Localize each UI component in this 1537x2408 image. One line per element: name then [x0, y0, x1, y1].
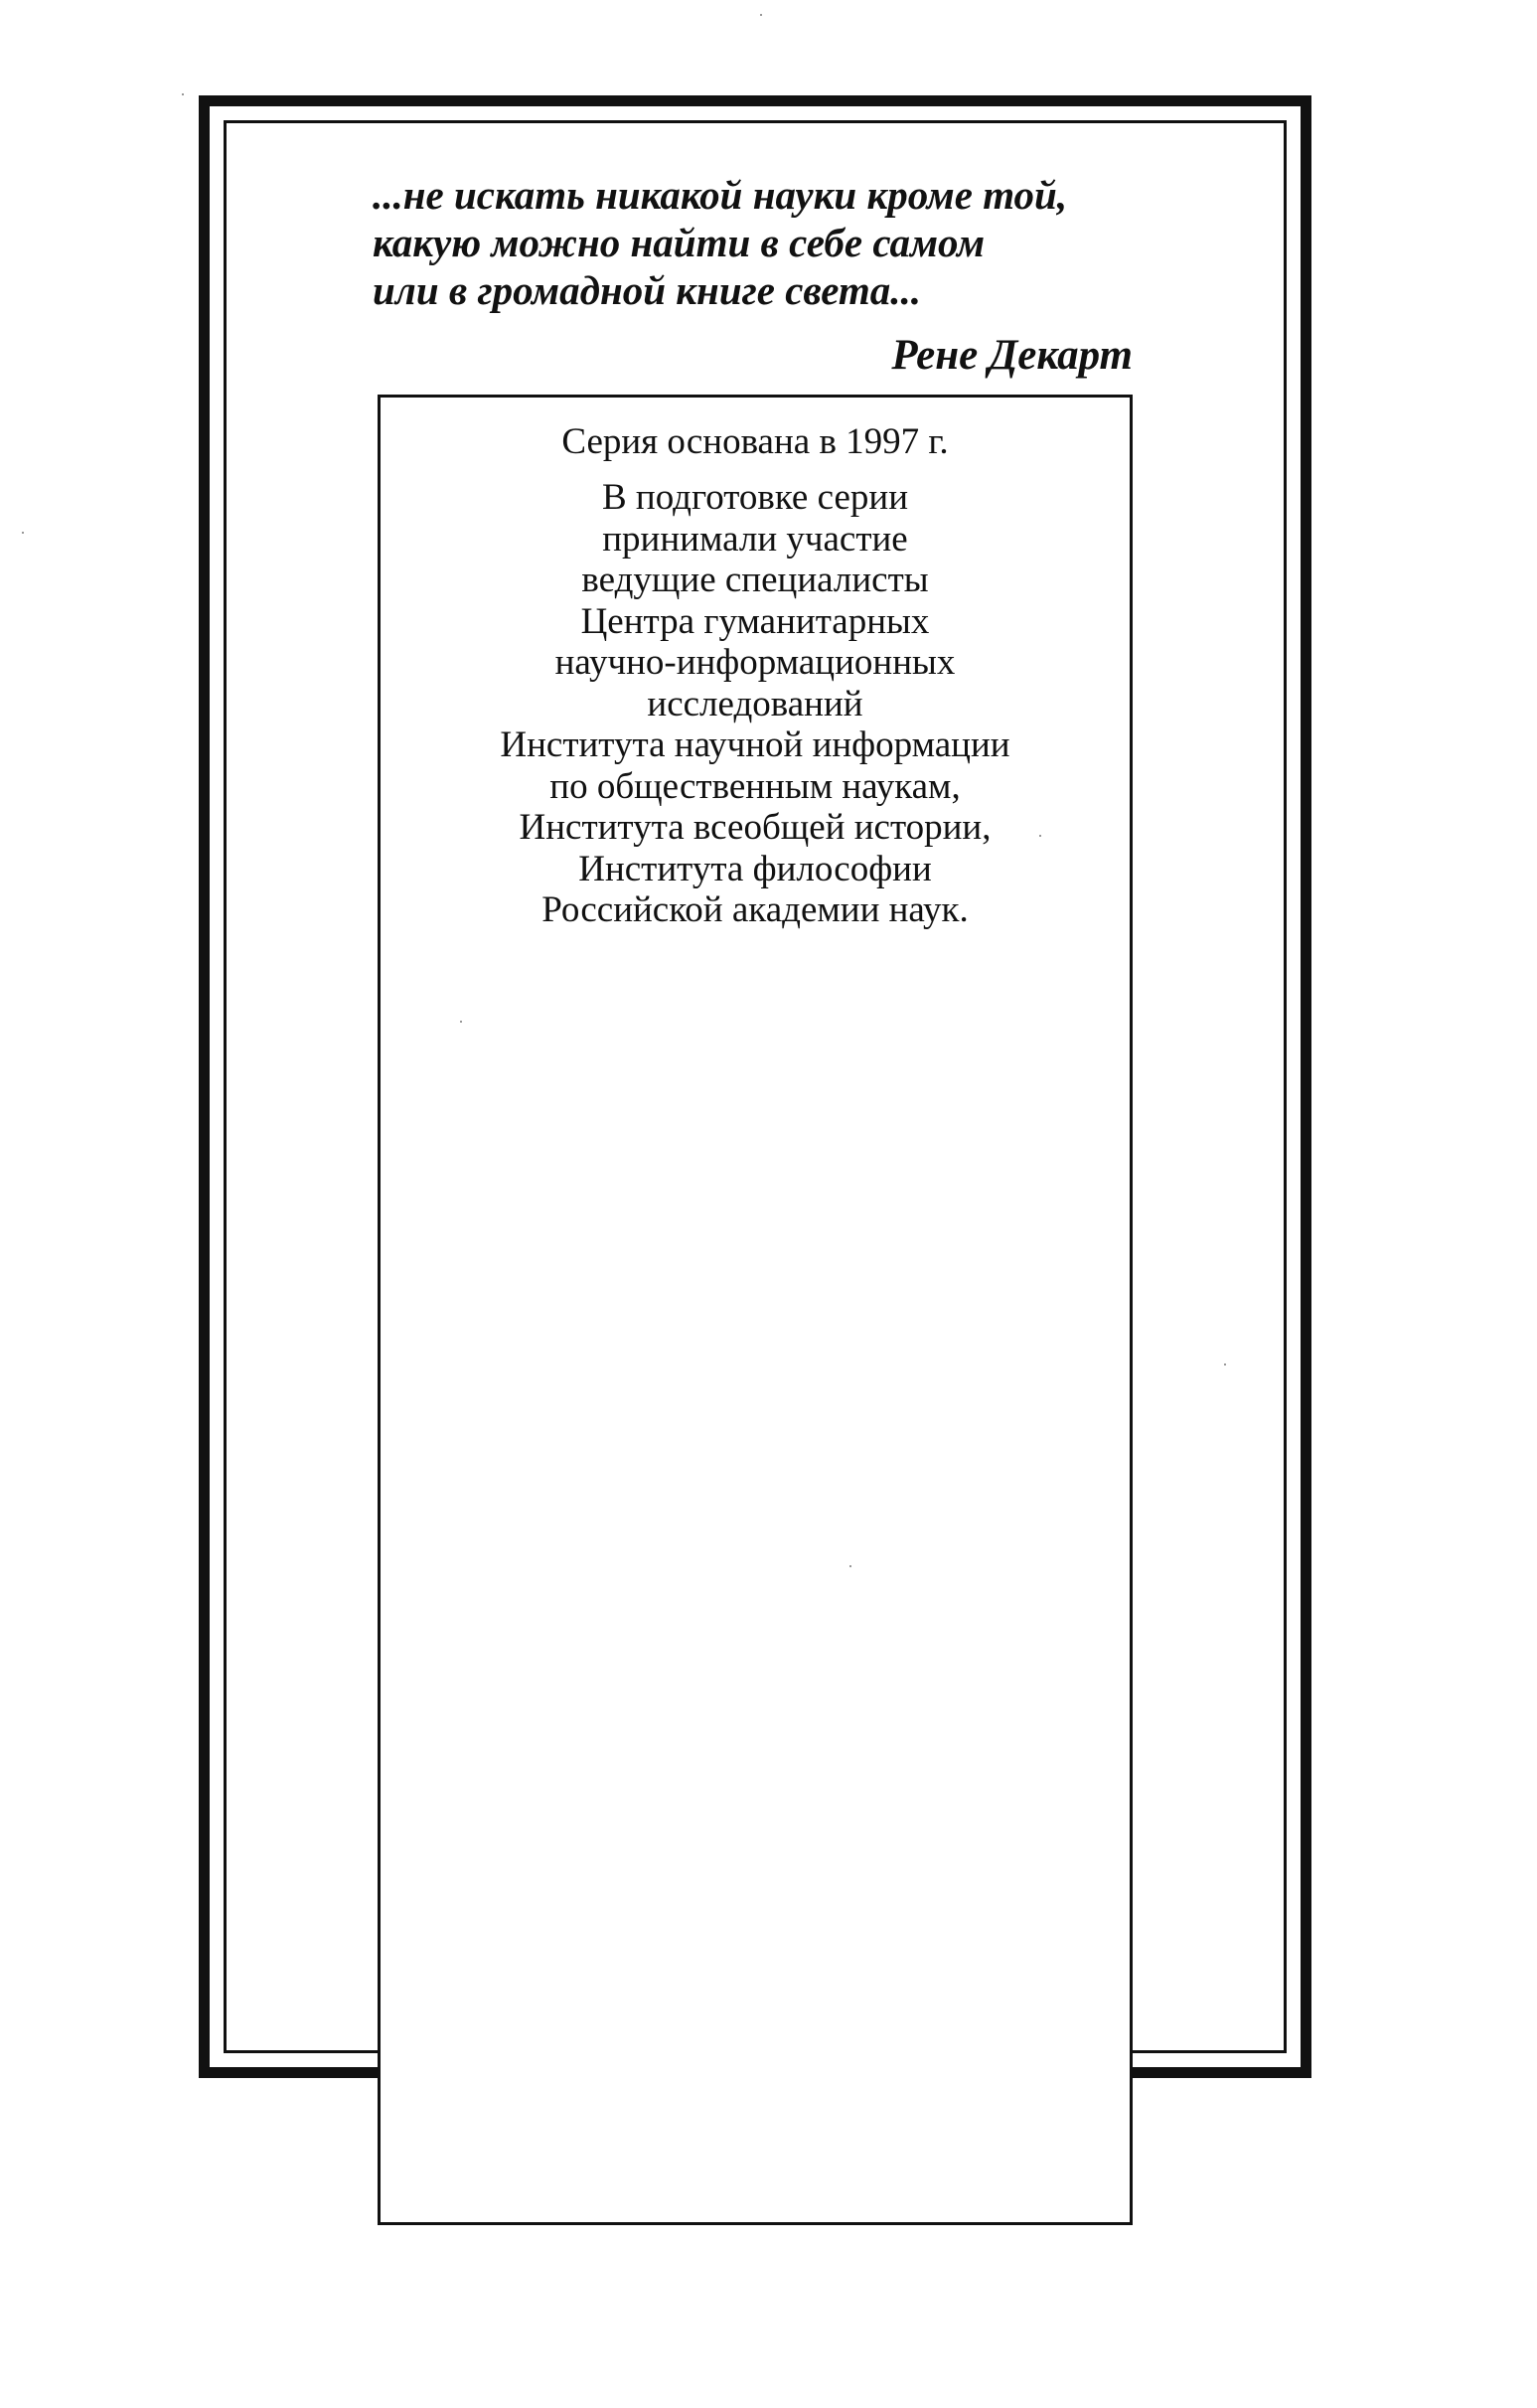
epigraph-author: Рене Декарт [891, 332, 1133, 379]
credit-line: принимали участие [602, 518, 908, 560]
credit-line: Российской академии наук. [541, 889, 969, 930]
scan-speck [1224, 1364, 1226, 1365]
scan-speck [460, 1021, 462, 1023]
series-founded-text: Серия основана в 1997 г. [561, 421, 949, 462]
series-info-panel [378, 395, 1133, 2225]
credit-line: научно-информационных [554, 642, 956, 683]
epigraph-line: ...не искать никакой науки кроме той, [373, 172, 1068, 218]
credit-line: Института всеобщей истории, [519, 807, 992, 848]
credit-line: Института научной информации [500, 724, 1010, 765]
credit-line: исследований [647, 683, 863, 724]
epigraph-line: или в громадной книге света... [373, 267, 922, 313]
scan-speck [1039, 835, 1041, 837]
credit-line: В подготовке серии [601, 477, 909, 518]
epigraph-quote [373, 171, 1138, 314]
scan-speck [760, 14, 762, 16]
scan-speck [22, 532, 24, 534]
credit-line: Института философии [578, 848, 932, 889]
epigraph-line: какую можно найти в себе самом [373, 220, 986, 265]
series-credits [381, 477, 1130, 931]
scan-speck [182, 93, 184, 95]
credit-line: по общественным наукам, [549, 765, 961, 807]
credit-line: ведущие специалисты [581, 560, 929, 600]
scan-speck [849, 1565, 851, 1567]
credit-line: Центра гуманитарных [580, 600, 930, 642]
